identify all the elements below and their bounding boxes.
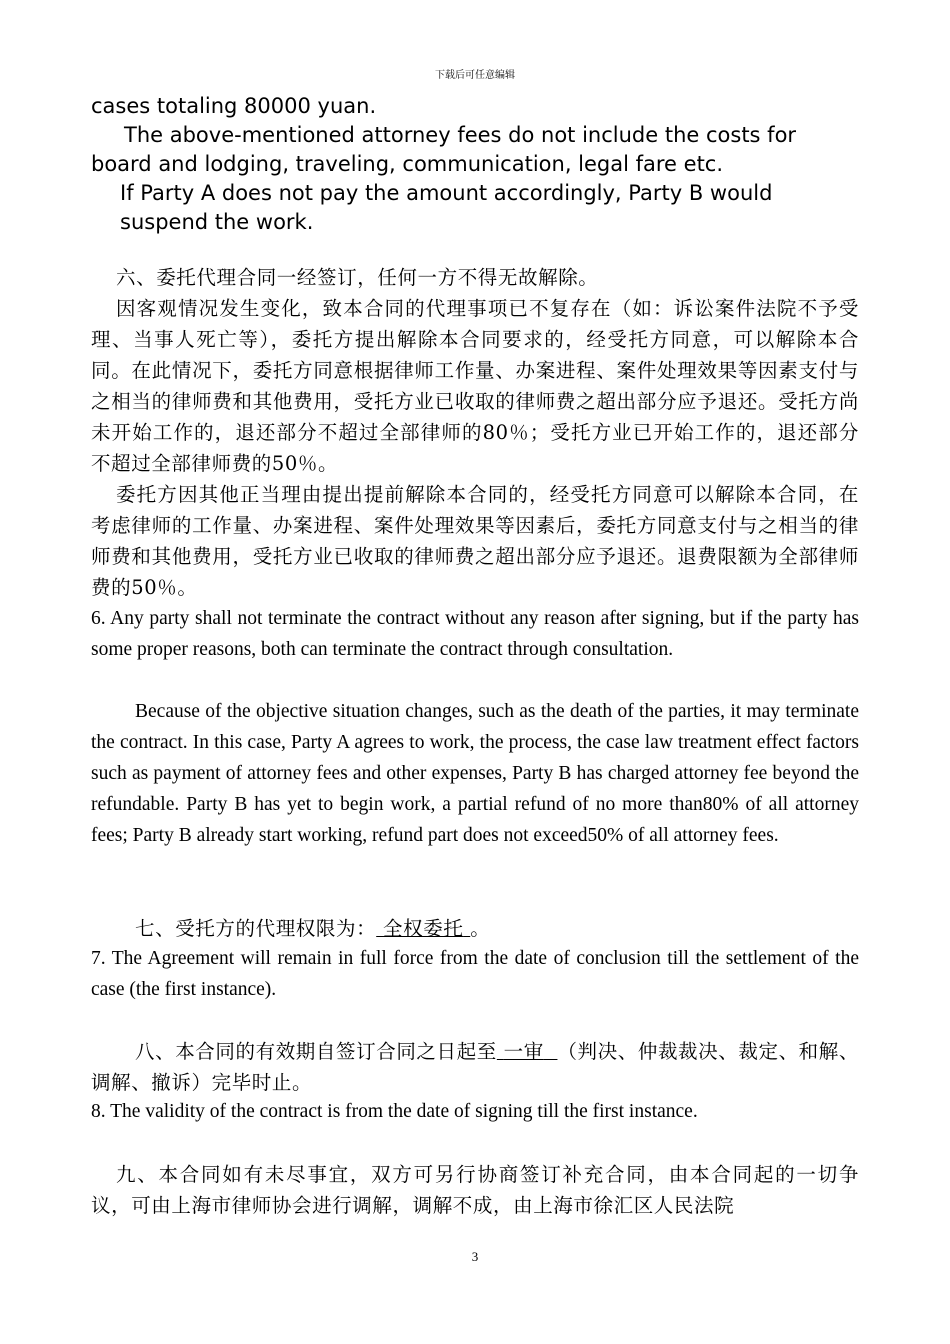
fees-english-block bbox=[91, 92, 861, 237]
clause8-prefix: 八、本合同的有效期自签订合同之日起至 bbox=[135, 1040, 497, 1063]
clause6-para2-cn: 委托方因其他正当理由提出提前解除本合同的，经受托方同意可以解除本合同，在考虑律师的工作量、办案进程、案件处理效果等因素后，委托方同意支付与之相当的律师费和其他费用，受托方业已收取的律师费之超出部分应予退还。退费限额为全部律师费的50％。 bbox=[91, 483, 859, 599]
clause7-suffix: 。 bbox=[470, 917, 491, 940]
clause6-english-1: 6. Any party shall not terminate the contract without any reason after signing, but if the party has some proper reasons, both can terminate the contract through consultation. bbox=[91, 608, 859, 660]
clause6-title-cn: 六、委托代理合同一经签订，任何一方不得无故解除。 bbox=[116, 266, 599, 289]
clause6-english-2: Because of the objective situation changes, such as the death of the parties, it may terminate the contract. In this case, Party A agrees to work, the process, the case law treatment effect factors such as payment of attorney fees and other expenses, Party B has charged attorney fee beyond the refundable. Party B has yet to begin work, a partial refund of no more than80% of all attorney fees; Party B already start working, refund part does not exceed50% of all attorney fees. bbox=[91, 701, 859, 846]
page-number: 3 bbox=[471, 1249, 479, 1264]
fees-line-1: cases totaling 80000 yuan. bbox=[91, 94, 377, 118]
clause7-cn bbox=[91, 913, 859, 944]
clause8-english: 8. The validity of the contract is from the date of signing till the first instance. bbox=[91, 1101, 698, 1122]
page-header: 下载后可任意编辑 bbox=[435, 70, 515, 81]
clause7-prefix: 七、受托方的代理权限为： bbox=[135, 917, 377, 940]
clause8-suffix: （判决、仲裁裁决、裁定、和解、调解、撤诉）完毕时止。 bbox=[91, 1040, 859, 1094]
clause9-cn: 九、本合同如有未尽事宜，双方可另行协商签订补充合同，由本合同起的一切争议，可由上海市律师协会进行调解，调解不成，由上海市徐汇区人民法院 bbox=[91, 1163, 859, 1217]
clause7-authority-value: 全权委托 bbox=[383, 917, 464, 940]
clause7-english: 7. The Agreement will remain in full force from the date of conclusion till the settlement of the case (the first instance). bbox=[91, 948, 859, 1000]
clause8-cn bbox=[91, 1036, 859, 1098]
fees-line-3: If Party A does not pay the amount accordingly, Party B would suspend the work. bbox=[120, 181, 773, 234]
fees-line-2: The above-mentioned attorney fees do not include the costs for board and lodging, traveling, communication, legal fare etc. bbox=[91, 123, 797, 176]
clause8-period-value: 一审 bbox=[503, 1040, 544, 1063]
clause6-para1-cn: 因客观情况发生变化，致本合同的代理事项已不复存在（如：诉讼案件法院不予受理、当事人死亡等），委托方提出解除本合同要求的，经受托方同意，可以解除本合同。在此情况下，委托方同意根据律师工作量、办案进程、案件处理效果等因素支付与之相当的律师费和其他费用，受托方业已收取的律师费之超出部分应予退还。受托方尚未开始工作的，退还部分不超过全部律师的80％；受托方业已开始工作的，退还部分不超过全部律师费的50％。 bbox=[91, 297, 859, 475]
